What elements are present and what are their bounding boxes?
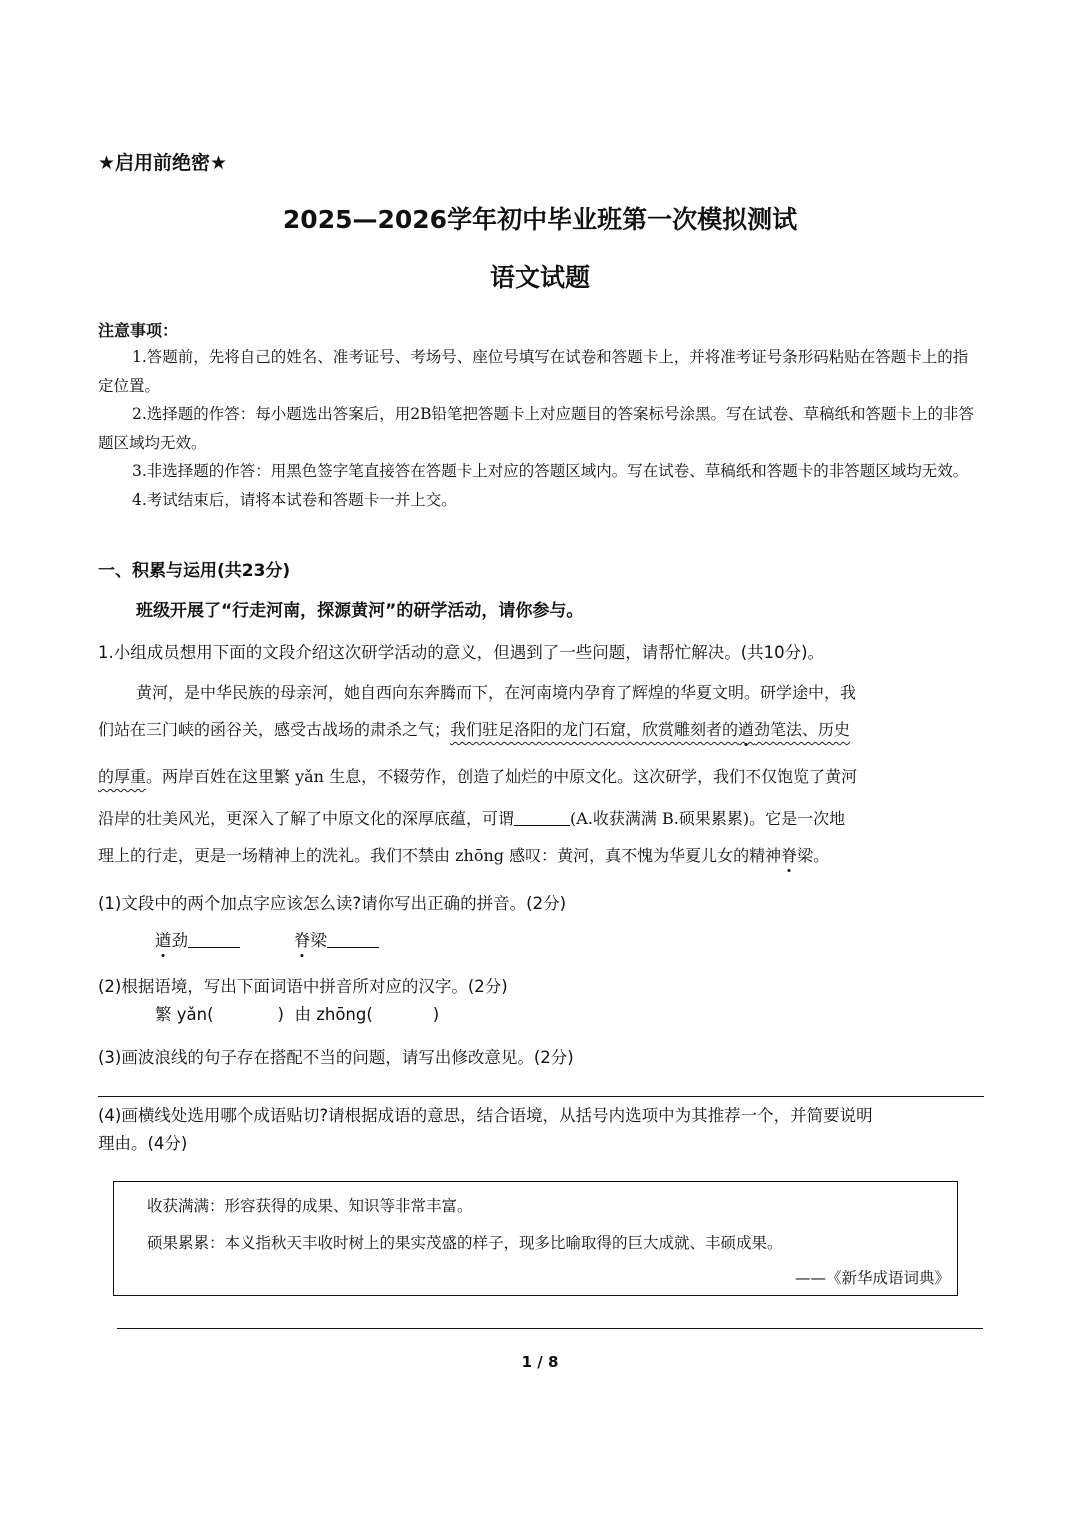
passage-line (98, 843, 984, 866)
passage-text: 梁。 (797, 846, 830, 865)
dotted-character: 遒 (738, 720, 755, 739)
section-title: 一、积累与运用(共23分) (98, 561, 291, 581)
hanzi-answers (155, 1001, 439, 1025)
notes-title: 注意事项： (98, 321, 179, 340)
definition-source: ——《新华成语词典》 (794, 1269, 950, 1287)
question-1-stem: 1.小组成员想用下面的文段介绍这次研学活动的意义，但遇到了一些问题，请帮忙解决。(共10分)。 (98, 643, 825, 662)
item-text: ) (277, 1005, 284, 1024)
passage-text: 沿岸的壮美风光，更深入了解了中原文化的深厚底蕴，可谓 (98, 809, 515, 828)
footer-divider (117, 1328, 983, 1329)
word-text: 梁 (310, 931, 327, 950)
passage-text: 们站在三门峡的函谷关，感受古战场的肃杀之气； (98, 720, 451, 739)
answer-blank[interactable] (514, 809, 570, 826)
passage-line (98, 806, 984, 829)
item-text: 由 zhōng( (294, 1005, 373, 1024)
answer-line[interactable] (98, 1096, 984, 1097)
wavy-underlined-sentence-end: 的厚重 (98, 767, 147, 786)
pinyin-answers (155, 927, 379, 951)
page-number: 1 / 8 (521, 1353, 559, 1371)
word-text: 劲 (171, 931, 188, 950)
item-text: ) (432, 1005, 440, 1024)
passage-line (98, 764, 984, 787)
sub-question-1: (1)文段中的两个加点字应该怎么读?请你写出正确的拼音。(2分) (98, 894, 567, 913)
notes-list (98, 343, 983, 514)
note-item: 2.选择题的作答：每小题选出答案后，用2B铅笔把答题卡上对应题目的答案标号涂黑。写在试卷、草稿纸和答题卡上的非答题区域均无效。 (98, 405, 975, 452)
definition-line: 收获满满：形容获得的成果、知识等非常丰富。 (147, 1197, 473, 1215)
passage-line: 黄河，是中华民族的母亲河，她自西向东奔腾而下，在河南境内孕育了辉煌的华夏文明。研学途中，我 (136, 683, 857, 702)
passage-text: 我们驻足洛阳的龙门石窟，欣赏雕刻者的 (450, 720, 739, 739)
dotted-character: 遒 (155, 931, 172, 950)
passage-text: 劲笔法、历史 (754, 720, 851, 739)
dotted-character: 脊 (294, 931, 311, 950)
note-item: 1.答题前，先将自己的姓名、准考证号、考场号、座位号填写在试卷和答题卡上，并将准考证号条形码粘贴在答题卡上的指定位置。 (98, 348, 969, 395)
subject-title: 语文试题 (489, 263, 590, 292)
passage-text: 理上的行走，更是一场精神上的洗礼。我们不禁由 zhōng 感叹：黄河，真不愧为华夏儿女的精神 (98, 846, 782, 865)
sub-question-2: (2)根据语境，写出下面词语中拼音所对应的汉字。(2分) (98, 977, 508, 996)
note-item: 3.非选择题的作答：用黑色签字笔直接答在答题卡上对应的答题区域内。写在试卷、草稿纸和答题卡的非答题区域均无效。 (132, 462, 969, 480)
answer-blank[interactable] (327, 931, 379, 949)
passage-text: (A.收获满满 B.硕果累累)。它是一次地 (570, 809, 846, 828)
passage-line (98, 717, 984, 740)
sub-question-4: (4)画横线处选用哪个成语贴切?请根据成语的意思，结合语境，从括号内选项中为其推荐一个，并简要说明 (98, 1106, 873, 1125)
definition-line: 硕果累累：本义指秋天丰收时树上的果实茂盛的样子，现多比喻取得的巨大成就、丰硕成果。 (147, 1234, 783, 1252)
item-text: 繁 yǎn( (155, 1005, 214, 1024)
exam-title: 2025—2026学年初中毕业班第一次模拟测试 (282, 205, 798, 234)
wavy-underlined-sentence (450, 720, 850, 739)
passage-text: 。两岸百姓在这里繁 yǎn 生息，不辍劳作，创造了灿烂的中原文化。这次研学，我们不仅饱览了黄河 (146, 767, 858, 786)
note-item: 4.考试结束后，请将本试卷和答题卡一并上交。 (132, 490, 457, 509)
answer-blank[interactable] (188, 931, 240, 949)
sub-question-4-cont: 理由。(4分) (98, 1134, 188, 1153)
dotted-character: 脊 (781, 846, 798, 865)
sub-question-3: (3)画波浪线的句子存在搭配不当的问题，请写出修改意见。(2分) (98, 1048, 574, 1067)
confidential-mark: ★启用前绝密★ (98, 152, 228, 174)
section-intro: 班级开展了“行走河南，探源黄河”的研学活动，请你参与。 (136, 601, 584, 621)
